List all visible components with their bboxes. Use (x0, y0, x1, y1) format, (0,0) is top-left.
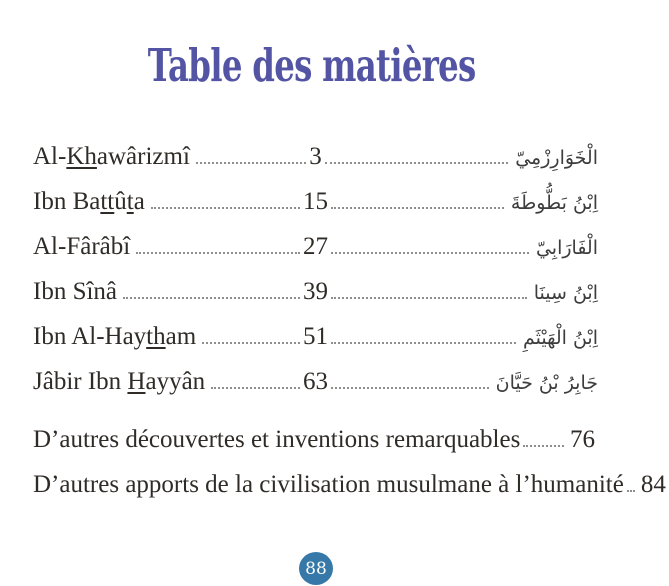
page-number-badge (299, 552, 333, 585)
entry-page-number: 15 (303, 188, 328, 215)
dotted-leader (211, 387, 300, 389)
page-title-text: Table des matières (148, 39, 476, 92)
entry-name-arabic: اِبْنُ بَطُّوطَةَ (510, 192, 598, 214)
dotted-leader (331, 387, 489, 389)
toc-entry-row (33, 179, 598, 224)
dotted-leader (331, 297, 527, 299)
toc-entry-left-cell (33, 278, 300, 306)
dotted-leader (627, 490, 635, 492)
page-title (0, 40, 624, 92)
entry-page-number: 63 (303, 368, 328, 395)
entry-page-number: 84 (640, 471, 666, 498)
toc-entry-right-cell (331, 192, 598, 214)
toc-entry-left-cell (33, 188, 300, 216)
dotted-leader (331, 342, 516, 344)
entry-name-latin: Al-Fârâbî (33, 233, 131, 260)
entry-name-arabic: اِبْنُ الْهَيْثَمِ (522, 327, 598, 349)
entry-page-number: 3 (309, 143, 322, 170)
toc-entry-left-cell (33, 233, 300, 261)
toc-entry-left-cell (33, 323, 300, 351)
dotted-leader (325, 162, 508, 164)
toc-entry-left-cell (33, 368, 300, 396)
entry-name-arabic: الْفَارَابِيّ (535, 237, 598, 259)
entry-name-arabic: اِبْنُ سِينَا (533, 282, 598, 304)
dotted-leader (331, 207, 504, 209)
page-number-text: 88 (305, 558, 327, 579)
toc-entry-right-cell (331, 327, 598, 349)
toc-entry-row (33, 359, 598, 404)
entry-name-latin: Al-Khawârizmî (33, 143, 190, 170)
toc-entry-right-cell (331, 282, 598, 304)
toc-entry-row (33, 224, 598, 269)
entry-name-latin: Ibn Al-Haytham (33, 323, 197, 350)
toc-entry-right-cell (325, 147, 598, 169)
toc-wide-entry-row (33, 417, 598, 462)
toc-wide-entry-row (33, 462, 666, 507)
dotted-leader (202, 342, 300, 344)
toc-entry-left-cell (33, 143, 306, 171)
dotted-leader (196, 162, 306, 164)
dotted-leader (151, 207, 300, 209)
entry-name: D’autres découvertes et inventions remarquables (33, 426, 521, 453)
entry-page-number: 39 (303, 278, 328, 305)
entry-page-number: 76 (570, 426, 595, 453)
toc-entry-right-cell (331, 372, 598, 394)
dotted-leader (123, 297, 300, 299)
toc-list (33, 134, 666, 507)
entry-name-latin: Ibn Sînâ (33, 278, 118, 305)
toc-entry-row (33, 269, 598, 314)
dotted-leader (331, 252, 529, 254)
toc-entry-right-cell (331, 237, 598, 259)
entry-page-number: 51 (303, 323, 328, 350)
entry-page-number: 27 (303, 233, 328, 260)
entry-name-latin: Jâbir Ibn Hayyân (33, 368, 206, 395)
entry-name-arabic: جَابِرُ بْنُ حَيَّانَ (495, 372, 598, 394)
toc-entry-row (33, 134, 598, 179)
entry-name-arabic: الْخَوَارِزْمِيّ (515, 147, 598, 169)
dotted-leader (523, 445, 564, 447)
entry-name: D’autres apports de la civilisation musulmane à l’humanité (33, 471, 624, 498)
entry-name-latin: Ibn Battûta (33, 188, 145, 215)
dotted-leader (136, 252, 300, 254)
toc-entry-row (33, 314, 598, 359)
